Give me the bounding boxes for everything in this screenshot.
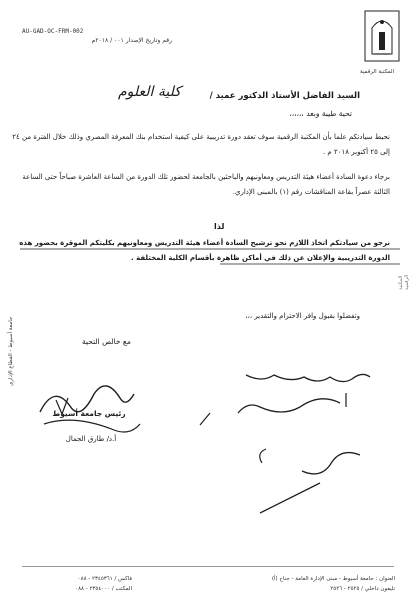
footer-address: العنوان : جامعة أسيوط - مبنى الإدارة العامة - جناح (أ) تليفون داخلي / ٢٥٢٥ - ٢٥٢٦ bbox=[271, 576, 395, 592]
issue-reference: رقم وتاريخ الإصدار ٠٠١ / ٢٠١٨م bbox=[91, 37, 172, 44]
faculty-handwritten: كلية العلوم bbox=[118, 84, 181, 100]
regards-line: مع خالص التحية bbox=[82, 337, 131, 346]
signature-name: أ.د/ طارق الجمال bbox=[65, 435, 117, 443]
greeting: تحية طيبة وبعد ،،،،،، bbox=[289, 109, 352, 118]
paragraph-1: نحيط سيادتكم علما بأن المكتبة الرقمية سوف تعقد دورة تدريبية على كيفية استخدام بنك المعرفة المصري وذلك خلال الفترة من ٢٤ إلى ٢٥ أكتوبر ٢٠١٨ م . bbox=[12, 133, 390, 156]
lidha-heading: لذا bbox=[214, 222, 225, 231]
closing-line: وتفضلوا بقبول وافر الاحترام والتقدير ،،، bbox=[245, 312, 360, 320]
paragraph-3: نرجو من سيادتكم اتخاذ اللازم نحو ترشيح السادة أعضاء هيئة التدريس ومعاونيهم بكليتكم الموقرة بحضور هذه الدورة التدريبية والإعلان عن ذلك في أماكن ظاهرة بأقسام الكلية المختلفة . bbox=[19, 239, 390, 262]
form-code: AU-GAD-OC-FRM-002 bbox=[22, 28, 84, 35]
paragraph-3-underline bbox=[20, 247, 400, 267]
signature-title: رئيس جامعة أسيوط bbox=[52, 409, 126, 418]
university-logo-icon bbox=[364, 10, 400, 62]
footer-contacts: فاكس / ٢٣٤٥٣٦١ - ٠٨٨ المكتب / ٢٣٥٤٠٠٠ - ٠٨٨ bbox=[75, 576, 132, 592]
right-margin-note: المكتبة الرقمية bbox=[398, 274, 410, 290]
logo-caption: المكتبة الرقمية bbox=[359, 69, 395, 75]
addressee-line: السيد الفاضل الأستاذ الدكتور عميد / bbox=[209, 91, 360, 101]
paragraph-2: برجاء دعوة السادة أعضاء هيئة التدريس ومعاونيهم والباحثين بالجامعة لحضور تلك الدورة من الساعة العاشرة صباحاً حتى الساعة الثالثة عصراً بقاعة المناقشات رقم (١) بالمبنى الإداري. bbox=[22, 173, 390, 196]
left-margin-note: جامعة أسيوط - القطاع الإداري bbox=[8, 316, 14, 386]
handwritten-annotation bbox=[170, 355, 400, 515]
footer-divider bbox=[22, 566, 394, 567]
